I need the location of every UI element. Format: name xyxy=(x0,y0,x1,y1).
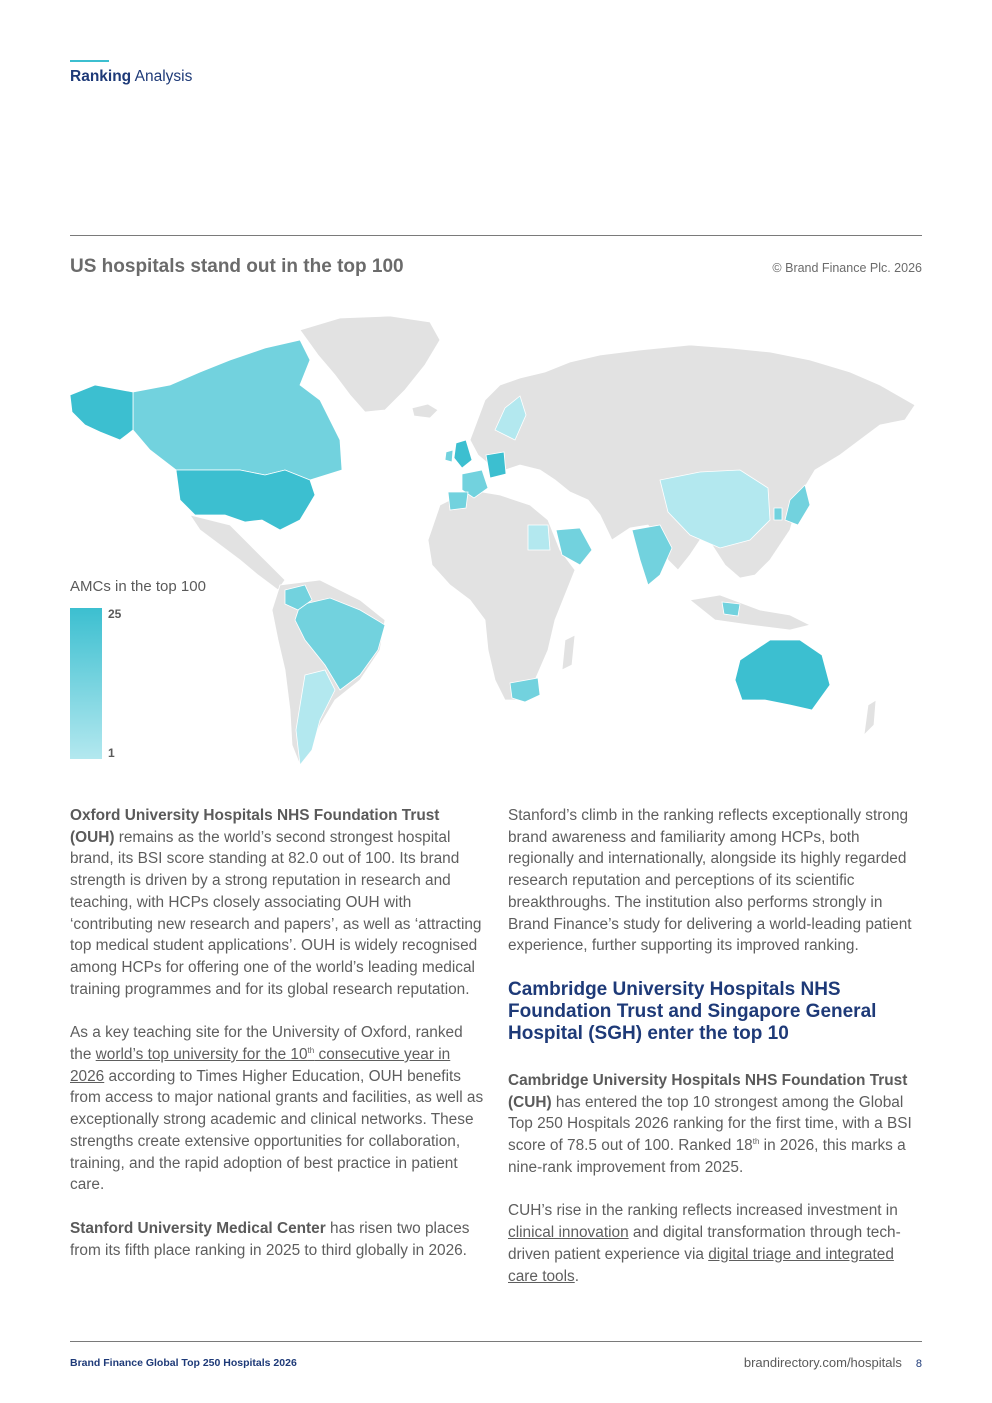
paragraph-stanford-climb: Stanford’s climb in the ranking reflects exceptionally strong brand awareness and familiarity among HCPs, both regionally and internationally, alongside its highly regarded research reputation and perceptions of its scientific breakthroughs. The institution also performs strongly in Brand Finance’s study for delivering a world-leading patient experience, further supporting its improved ranking. xyxy=(508,807,912,955)
paragraph-oxford-teaching: As a key teaching site for the University of Oxford, ranked the world’s top university for the 10th consecutive year in 2026 according to Times Higher Education, OUH benefits from access to major national grants and facilities, as well as exceptionally strong academic and clinical networks. These strengths create extensive opportunities for collaboration, training, and the rapid adoption of best practice in patient care. xyxy=(70,1024,484,1194)
section-label: Ranking Analysis xyxy=(70,68,193,85)
body-column-left xyxy=(70,805,488,1283)
legend-min-value: 1 xyxy=(108,746,115,760)
map-madagascar xyxy=(562,635,575,670)
map-iceland xyxy=(412,404,438,418)
paragraph-cuh-rise: CUH’s rise in the ranking reflects increased investment in clinical innovation and digital transformation through tech-driven patient experience via digital triage and integrated care tools. xyxy=(508,1202,901,1285)
map-egypt xyxy=(528,525,550,550)
paragraph-stanford: Stanford University Medical Center has risen two places from its fifth place ranking in 2025 to third globally in 2026. xyxy=(70,1219,470,1259)
footer-url[interactable]: brandirectory.com/hospitals xyxy=(743,1355,902,1370)
body-column-right xyxy=(508,805,922,1309)
map-top-divider xyxy=(70,235,922,236)
link-clinical-innovation[interactable]: clinical innovation xyxy=(508,1224,629,1242)
legend-max-value: 25 xyxy=(108,607,122,621)
map-greenland xyxy=(300,316,440,412)
map-south-korea xyxy=(774,508,782,520)
paragraph-ouh: Oxford University Hospitals NHS Foundation Trust (OUH) remains as the world’s second strongest hospital brand, its BSI score standing at 82.0 out of 100. Its brand strength is driven by a strong reputation in research and teaching, with HCPs closely associating OUH with ‘contributing new research and papers’, as well as ‘attracting top medical student applications’. OUH is widely recognised among HCPs for offering one of the world’s leading medical training programmes and for its global research reputation. xyxy=(70,807,482,998)
footer-right xyxy=(744,1355,922,1370)
paragraph-cuh: Cambridge University Hospitals NHS Foundation Trust (CUH) has entered the top 10 strongest among the Global Top 250 Hospitals 2026 ranking for the first time, with a BSI score of 78.5 out of 100. Ranked 18th in 2026, this marks a nine-rank improvement from 2025. xyxy=(508,1071,912,1176)
map-africa xyxy=(428,490,575,700)
link-digital-triage[interactable]: digital triage and integrated care tools xyxy=(508,1245,894,1285)
map-singapore-malaysia xyxy=(722,602,740,616)
link-top-university[interactable]: world’s top university for the 10th consecutive year in 2026 xyxy=(70,1045,451,1085)
map-germany xyxy=(486,452,506,478)
map-ireland xyxy=(445,450,453,462)
legend-gradient-bar xyxy=(70,608,102,759)
section-accent-rule xyxy=(70,60,109,62)
world-map xyxy=(60,300,930,780)
footer-divider xyxy=(70,1341,922,1342)
map-spain xyxy=(448,492,468,510)
legend-title: AMCs in the top 100 xyxy=(70,578,206,595)
page-number: 8 xyxy=(915,1358,922,1370)
map-title: US hospitals stand out in the top 100 xyxy=(70,256,404,277)
map-australia xyxy=(735,640,830,710)
subheading-cambridge-sgh: Cambridge University Hospitals NHS Foundation Trust and Singapore General Hospital (SGH) enter the top 10 xyxy=(508,978,877,1044)
map-se-asia xyxy=(690,595,810,630)
map-uk xyxy=(454,440,472,468)
map-copyright: © Brand Finance Plc. 2026 xyxy=(772,261,922,275)
map-new-zealand xyxy=(864,700,876,735)
footer-report-title: Brand Finance Global Top 250 Hospitals 2026 xyxy=(70,1357,297,1369)
map-canada xyxy=(133,340,342,480)
map-alaska xyxy=(70,385,133,440)
